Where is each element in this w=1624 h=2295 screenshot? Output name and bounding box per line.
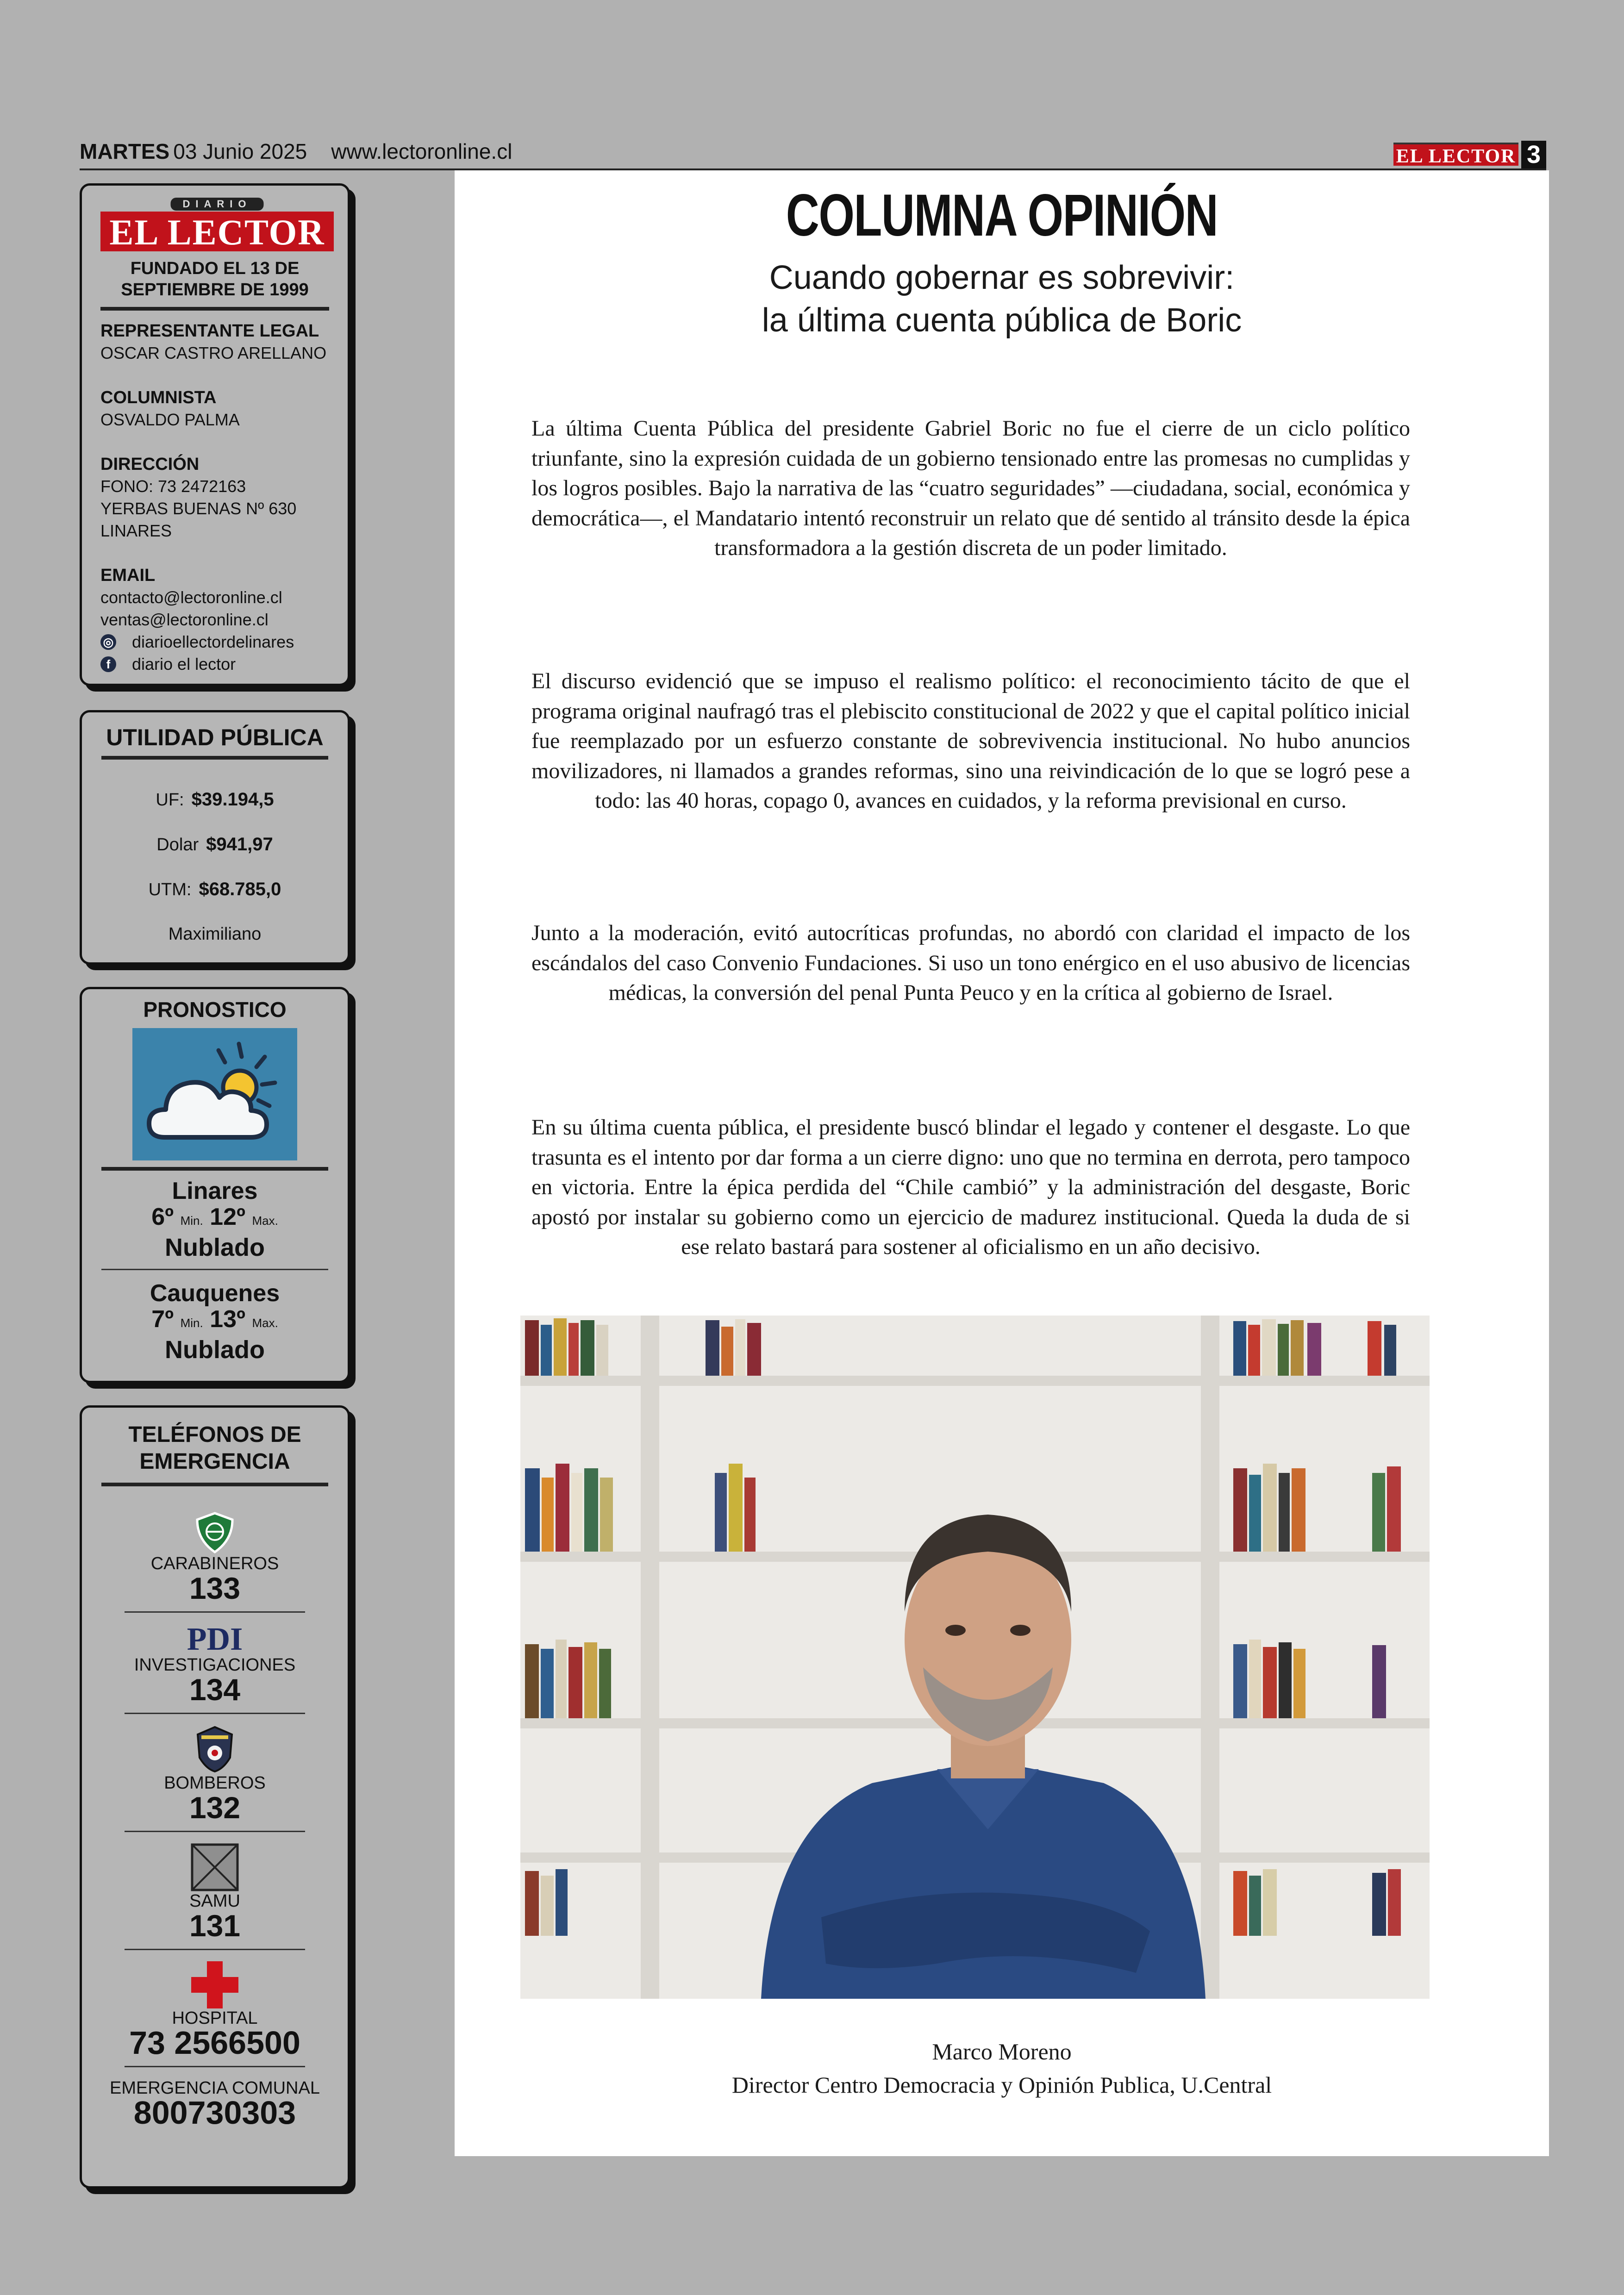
emergency-samu bbox=[82, 1843, 348, 1943]
utm-row bbox=[82, 867, 348, 912]
headline-line-1: Cuando gobernar es sobrevivir: bbox=[769, 259, 1235, 296]
dolar-value: $941,97 bbox=[206, 834, 273, 854]
emergency-bomberos bbox=[82, 1725, 348, 1825]
utm-value: $68.785,0 bbox=[199, 879, 281, 899]
emergency-name: CARABINEROS bbox=[150, 1554, 279, 1573]
author-photo bbox=[520, 1316, 1430, 1999]
temp-min: 6º bbox=[151, 1204, 174, 1230]
page-header bbox=[80, 137, 1546, 170]
opinion-article bbox=[455, 170, 1549, 2156]
email-label: EMAIL bbox=[100, 566, 156, 585]
city-condition: Nublado bbox=[165, 1336, 265, 1364]
columnist-value: OSVALDO PALMA bbox=[100, 410, 240, 429]
instagram-link[interactable] bbox=[100, 631, 329, 653]
temp-min: 7º bbox=[151, 1306, 174, 1333]
header-website-link[interactable]: www.lectoronline.cl bbox=[331, 139, 512, 163]
emergency-divider bbox=[125, 1611, 305, 1613]
utm-label: UTM: bbox=[148, 880, 192, 899]
city-temps bbox=[82, 1306, 348, 1336]
city-condition: Nublado bbox=[165, 1234, 265, 1261]
emergency-hospital bbox=[82, 1961, 348, 2061]
email-sales-link[interactable]: ventas@lectoronline.cl bbox=[100, 610, 269, 629]
masthead-logo bbox=[100, 198, 334, 252]
city-name: Cauquenes bbox=[150, 1280, 280, 1307]
author-role: Director Centro Democracia y Opinión Publica, U.Central bbox=[731, 2072, 1272, 2098]
emergency-number: 73 2566500 bbox=[129, 2025, 300, 2061]
city-name: Linares bbox=[172, 1178, 258, 1204]
saint-of-day: Maximiliano bbox=[168, 924, 262, 944]
emergency-investigaciones bbox=[82, 1621, 348, 1707]
red-cross-icon bbox=[191, 1961, 238, 2008]
legal-rep-value: OSCAR CASTRO ARELLANO bbox=[100, 343, 327, 362]
utility-rule bbox=[101, 756, 328, 760]
address-phone: FONO: 73 2472163 bbox=[100, 477, 246, 496]
emergency-divider bbox=[125, 2066, 305, 2067]
address-street: YERBAS BUENAS Nº 630 bbox=[100, 499, 297, 518]
weather-box bbox=[80, 987, 350, 1383]
utility-box bbox=[80, 710, 350, 965]
emergency-name: SAMU bbox=[189, 1891, 240, 1911]
emergency-carabineros bbox=[82, 1511, 348, 1603]
dolar-row bbox=[82, 822, 348, 867]
emergency-number: 133 bbox=[189, 1571, 241, 1605]
emergency-name: INVESTIGACIONES bbox=[134, 1655, 296, 1675]
header-weekday: MARTES bbox=[80, 139, 170, 163]
article-paragraph-3: Junto a la moderación, evitó autocríticas profundas, no abordó con claridad el impacto de los escándalos del caso Convenio Fundaciones. Si uso un tono enérgico en el uso abusivo de licencias médicas, la conversión del penal Punta Peuco y en la crítica al gobierno de Israel. bbox=[531, 921, 1410, 1005]
article-paragraph-2: El discurso evidenció que se impuso el realismo político: el reconocimiento tácito de que el programa original naufragó tras el plebiscito constitucional de 2022 y que el capital político inicial fue reemplazado por un esfuerzo constante de sobrevivencia institucional. No hubo anuncios movilizadores, ni llamados a grandes reformas, sino una reivindicación de lo que se logró pese a todo: las 40 horas, copago 0, avances en cuidados, y la reforma previsional en curso. bbox=[531, 669, 1410, 813]
facebook-link[interactable] bbox=[100, 653, 329, 675]
article-headline bbox=[455, 256, 1549, 342]
weather-rule bbox=[101, 1167, 328, 1171]
facebook-icon: f bbox=[100, 656, 116, 672]
section-title: COLUMNA OPINIÓN bbox=[786, 182, 1218, 249]
header-dateline bbox=[80, 139, 512, 164]
article-paragraph-4: En su última cuenta pública, el presidente buscó blindar el legado y contener el desgaste. Lo que trasunta es el intento por dar forma a un cierre digno: uno que no termina en derrota, pero tampoco en victoria. Entre la épica perdida del “Chile cambió” y la administración del desgaste, Boric apostó por instalar su gobierno como un ejercicio de madurez institucional. Queda la duda de si ese relato bastará para sostener al oficialismo en un año decisivo. bbox=[531, 1115, 1410, 1259]
email-contact-link[interactable]: contacto@lectoronline.cl bbox=[100, 588, 282, 607]
instagram-handle: diarioellectordelinares bbox=[132, 632, 294, 651]
author-name: Marco Moreno bbox=[932, 2039, 1072, 2064]
emergency-divider bbox=[125, 1831, 305, 1832]
bomberos-badge-icon bbox=[194, 1725, 236, 1773]
weather-divider bbox=[101, 1269, 328, 1270]
page-number: 3 bbox=[1521, 141, 1546, 168]
masthead-name: EL LECTOR bbox=[109, 212, 325, 252]
temp-min-label: Min. bbox=[180, 1316, 203, 1330]
emergency-name: BOMBEROS bbox=[164, 1773, 266, 1793]
weather-linares bbox=[82, 1178, 348, 1261]
emergency-number: 134 bbox=[189, 1672, 241, 1707]
temp-max-label: Max. bbox=[252, 1214, 278, 1228]
legal-rep-label: REPRESENTANTE LEGAL bbox=[100, 321, 319, 341]
emergency-title: TELÉFONOS DE EMERGENCIA bbox=[128, 1422, 301, 1474]
temp-min-label: Min. bbox=[180, 1214, 203, 1228]
founded-text: FUNDADO EL 13 DE SEPTIEMBRE DE 1999 bbox=[121, 259, 309, 299]
emergency-name: HOSPITAL bbox=[172, 2008, 258, 2028]
masthead-rule bbox=[100, 307, 329, 311]
emergency-divider bbox=[125, 1713, 305, 1714]
masthead-box bbox=[80, 183, 350, 686]
emergency-number: 132 bbox=[189, 1790, 241, 1825]
partly-cloudy-icon bbox=[132, 1028, 297, 1160]
emergency-number: 800730303 bbox=[133, 2095, 296, 2131]
emergency-name: EMERGENCIA COMUNAL bbox=[110, 2078, 320, 2098]
pdi-logo: PDI bbox=[187, 1621, 243, 1657]
temp-max: 12º bbox=[210, 1204, 245, 1230]
address-label: DIRECCIÓN bbox=[100, 455, 200, 474]
weather-title: PRONOSTICO bbox=[143, 998, 287, 1022]
address-city: LINARES bbox=[100, 521, 172, 540]
city-temps bbox=[82, 1204, 348, 1234]
emergency-box bbox=[80, 1405, 350, 2189]
facebook-handle: diario el lector bbox=[132, 655, 236, 674]
samu-placeholder-icon bbox=[191, 1843, 239, 1891]
uf-label: UF: bbox=[156, 790, 184, 810]
uf-row bbox=[82, 777, 348, 822]
emergency-divider bbox=[125, 1949, 305, 1950]
carabineros-shield-icon bbox=[194, 1511, 236, 1554]
weather-cauquenes bbox=[82, 1280, 348, 1364]
masthead-small-label: DIARIO bbox=[171, 198, 264, 211]
temp-max-label: Max. bbox=[252, 1316, 278, 1330]
header-logo: EL LECTOR bbox=[1393, 143, 1518, 166]
dolar-label: Dolar bbox=[156, 835, 199, 854]
instagram-icon: ◎ bbox=[100, 634, 116, 650]
article-paragraph-1: La última Cuenta Pública del presidente Gabriel Boric no fue el cierre de un ciclo político triunfante, sino la expresión cuidada de un gobierno tensionado entre las promesas no cumplidas y los logros posibles. Bajo la narrativa de las “cuatro seguridades” —ciudadana, social, económica y democrática—, el Mandatario intentó reconstruir un relato que dé sentido al tránsito desde la épica transformadora a la gestión discreta de un poder limitado. bbox=[531, 416, 1410, 560]
emergency-number: 131 bbox=[189, 1908, 241, 1943]
headline-line-2: la última cuenta pública de Boric bbox=[762, 302, 1242, 339]
columnist-label: COLUMNISTA bbox=[100, 388, 217, 407]
header-date: 03 Junio 2025 bbox=[173, 139, 307, 163]
temp-max: 13º bbox=[210, 1306, 245, 1333]
emergency-comunal bbox=[82, 2078, 348, 2131]
emergency-rule bbox=[101, 1483, 328, 1486]
uf-value: $39.194,5 bbox=[191, 789, 274, 810]
utility-title: UTILIDAD PÚBLICA bbox=[106, 724, 324, 750]
